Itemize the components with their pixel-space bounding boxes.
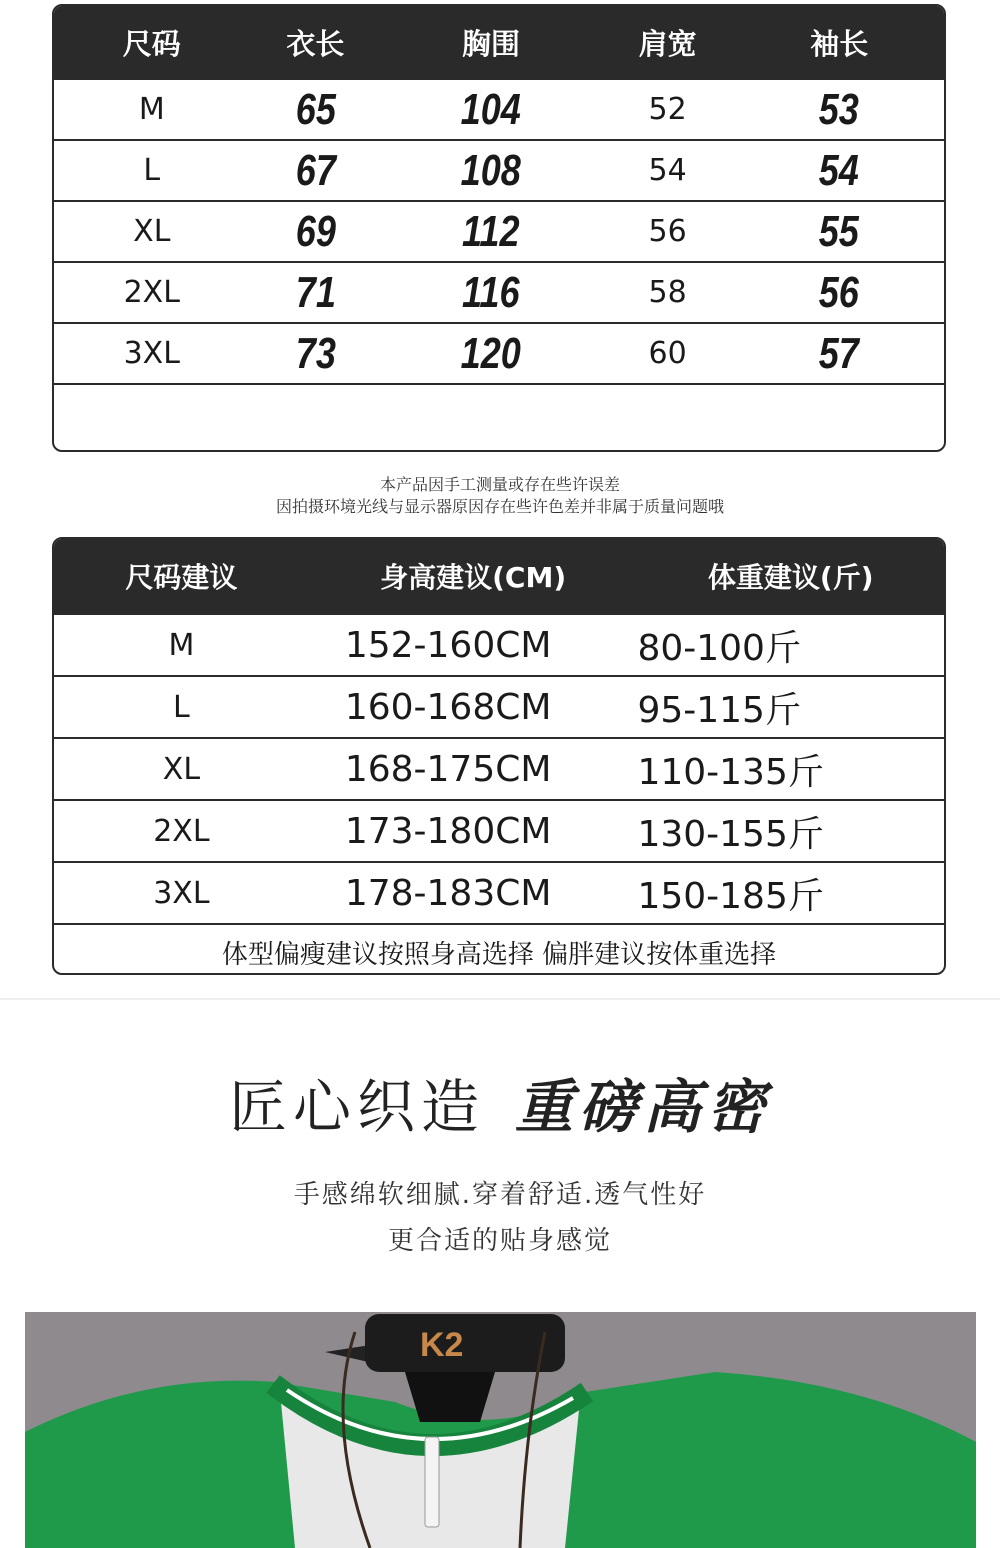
color-note: 因拍摄环境光线与显示器原因存在些许色差并非属于质量问题哦 (275, 497, 724, 516)
shoulder-cell: 58 (648, 275, 687, 310)
header-shoulder: 肩宽 (638, 26, 697, 61)
header-sleeve: 袖长 (810, 26, 869, 61)
chest-cell: 104 (460, 84, 522, 134)
height-cell: 160-168CM (344, 686, 552, 728)
length-cell: 71 (295, 267, 336, 317)
size-recommendation-table (52, 537, 946, 975)
size-cell: M (168, 627, 195, 663)
recommendation-header (54, 539, 944, 613)
header-weight: 体重建议(斤) (707, 561, 874, 594)
shoulder-cell: 56 (648, 214, 687, 249)
empty-row (54, 383, 944, 447)
table-row (54, 737, 944, 799)
chest-cell: 112 (462, 206, 520, 256)
sleeve-cell: 54 (819, 145, 860, 195)
chest-cell: 108 (460, 145, 522, 195)
length-cell: 69 (295, 206, 336, 256)
length-cell: 67 (295, 145, 336, 195)
length-cell: 73 (295, 328, 336, 378)
feature-title (0, 1060, 1000, 1144)
table-row (54, 78, 944, 139)
feature-subtitle-2: 更合适的贴身感觉 (387, 1226, 612, 1256)
table-row (54, 322, 944, 383)
header-height: 身高建议(CM) (380, 561, 567, 594)
size-chart-header (54, 6, 944, 78)
sleeve-cell: 56 (819, 267, 860, 317)
table-row (54, 675, 944, 737)
size-cell: 2XL (123, 275, 180, 310)
section-divider (0, 998, 1000, 1000)
chest-cell: 120 (460, 328, 522, 378)
chest-cell: 116 (462, 267, 520, 317)
size-cell: 3XL (123, 336, 180, 371)
measurement-note: 本产品因手工测量或存在些许误差 (379, 475, 620, 494)
size-cell: M (138, 92, 165, 127)
weight-cell: 150-185斤 (637, 875, 824, 917)
sleeve-cell: 55 (819, 206, 860, 256)
sleeve-cell: 57 (819, 328, 860, 378)
height-cell: 178-183CM (344, 872, 552, 914)
size-cell: 2XL (153, 813, 210, 849)
shoulder-cell: 54 (648, 153, 687, 188)
weight-cell: 110-135斤 (637, 751, 824, 793)
feature-subtitle-1: 手感绵软细腻.穿着舒适.透气性好 (293, 1180, 707, 1210)
size-cell: L (143, 153, 161, 188)
table-row (54, 139, 944, 200)
feature-title-a: 匠心织造 (228, 1073, 485, 1141)
header-chest: 胸围 (462, 26, 521, 61)
shoulder-cell: 52 (648, 92, 687, 127)
size-cell: XL (162, 751, 201, 787)
product-photo (25, 1312, 976, 1548)
sweater-illustration (25, 1312, 976, 1548)
table-row (54, 261, 944, 322)
size-cell: 3XL (153, 875, 210, 911)
length-cell: 65 (295, 84, 336, 134)
table-row (54, 799, 944, 861)
table-row (54, 861, 944, 923)
size-cell: XL (133, 214, 171, 249)
weight-cell: 130-155斤 (637, 813, 824, 855)
shoulder-cell: 60 (648, 336, 687, 371)
sleeve-cell: 53 (819, 84, 860, 134)
size-chart-table (52, 4, 946, 452)
table-row (54, 613, 944, 675)
weight-cell: 95-115斤 (637, 689, 801, 731)
recommendation-footer: 体型偏瘦建议按照身高选择 偏胖建议按体重选择 (54, 923, 944, 975)
height-cell: 168-175CM (344, 748, 552, 790)
header-size-suggestion: 尺码建议 (125, 561, 238, 594)
weight-cell: 80-100斤 (637, 627, 801, 669)
height-cell: 152-160CM (344, 624, 552, 666)
header-length: 衣长 (286, 26, 345, 61)
height-cell: 173-180CM (344, 810, 552, 852)
size-cell: L (173, 689, 190, 725)
feature-title-b: 重磅高密 (515, 1073, 772, 1141)
header-size: 尺码 (122, 26, 181, 61)
table-row (54, 200, 944, 261)
hanger-logo: K2 (420, 1326, 464, 1364)
